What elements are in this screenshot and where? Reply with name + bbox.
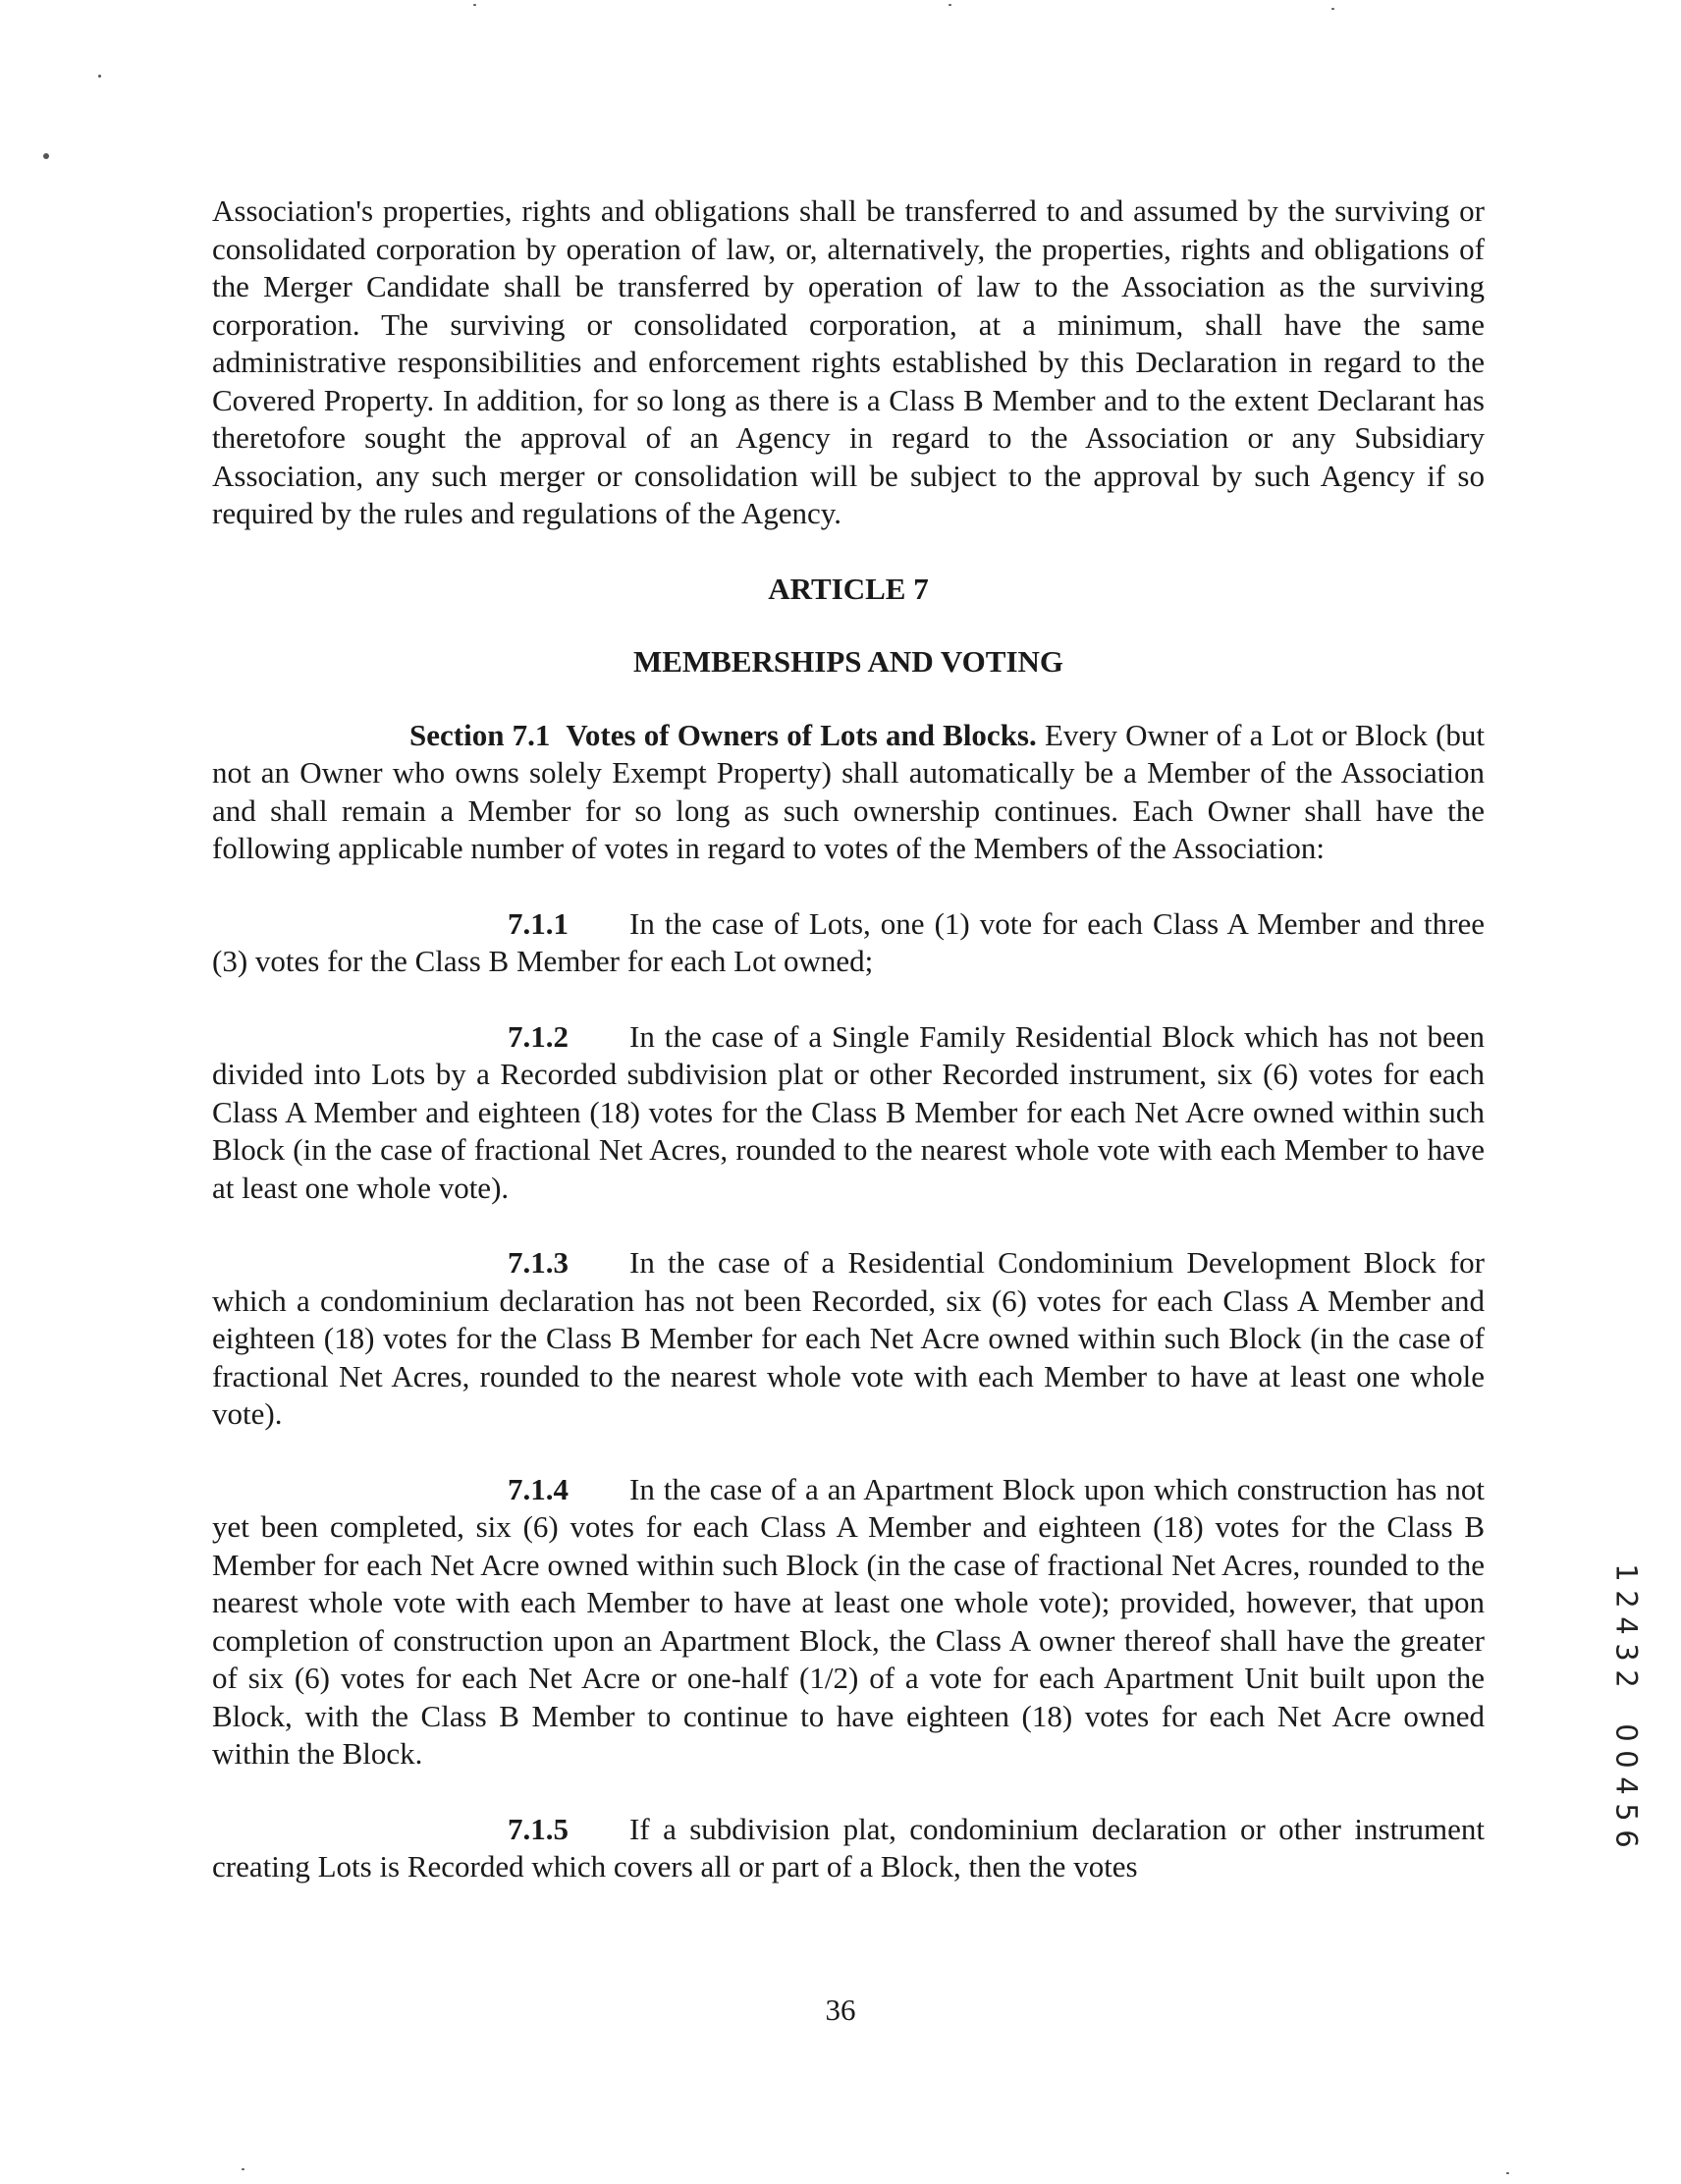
scan-speck bbox=[43, 153, 49, 159]
subsection-text: In the case of a Residential Condominium Development Block for which a condominium declaration has not been Recorded, six (6) votes for each Class A Member and eighteen (18) votes for the Class B Member for each Net Acre owned within such Block (in the case of fractional Net Acres, rounded to the nearest whole vote with each Member to have at least one whole vote). bbox=[212, 1245, 1485, 1431]
opening-paragraph: Association's properties, rights and obligations shall be transferred to and assumed by the surviving or consolidated corporation by operation of law, or, alternatively, the properties, rights and obligations of the Merger Candidate shall be transferred by operation of law to the Association as the surviving corporation. The surviving or consolidated corporation, at a minimum, shall have the same administrative responsibilities and enforcement rights established by this Declaration in regard to the Covered Property. In addition, for so long as there is a Class B Member and to the extent Declarant has theretofore sought the approval of an Agency in regard to the Association or any Subsidiary Association, any such merger or consolidation will be subject to the approval by such Agency if so required by the rules and regulations of the Agency. bbox=[212, 193, 1485, 530]
subsection-text: In the case of Lots, one (1) vote for each Class A Member and three (3) votes for the Class B Member for each Lot owned; bbox=[212, 905, 1485, 978]
subsection-number: 7.1.2 bbox=[508, 1018, 569, 1054]
stamp-digit: 0 bbox=[1609, 1750, 1644, 1769]
stamp-digit: 2 bbox=[1609, 1590, 1644, 1609]
scan-speck bbox=[98, 75, 101, 78]
subsection-7-1-4 bbox=[212, 1471, 1485, 1774]
stamp-digit: 4 bbox=[1609, 1776, 1644, 1795]
subsection-number: 7.1.1 bbox=[508, 905, 569, 941]
section-7-1-paragraph bbox=[212, 717, 1485, 868]
stamp-digit: 5 bbox=[1609, 1803, 1644, 1822]
recording-stamp bbox=[1606, 1559, 1646, 1852]
document-body bbox=[212, 192, 1485, 1886]
stamp-digit: 0 bbox=[1609, 1723, 1644, 1742]
subsection-7-1-5 bbox=[212, 1811, 1485, 1886]
scan-speck bbox=[1506, 2172, 1509, 2174]
subsection-number: 7.1.5 bbox=[508, 1811, 569, 1846]
stamp-digit: 3 bbox=[1609, 1643, 1644, 1662]
scan-speck bbox=[242, 2168, 244, 2170]
article-heading: ARTICLE 7 bbox=[768, 571, 929, 606]
subsection-text: In the case of a an Apartment Block upon which construction has not yet been completed, six (6) votes for each Class A Member and eighteen (18) votes for the Class B Member for each Net Acre owned within such Block (in the case of fractional Net Acres, rounded to the nearest whole vote with each Member to have at least one whole vote); provided, however, that upon completion of construction upon an Apartment Block, the Class A owner thereof shall have the greater of six (6) votes for each Net Acre or one-half (1/2) of a vote for each Apartment Unit built upon the Block, with the Class B Member to continue to have eighteen (18) votes for each Net Acre owned within the Block. bbox=[212, 1471, 1485, 1771]
scan-speck bbox=[473, 4, 476, 6]
section-title: Votes of Owners of Lots and Blocks. bbox=[566, 717, 1037, 752]
subsection-text: In the case of a Single Family Residential Block which has not been divided into Lots by a Recorded subdivision plat or other Recorded instrument, six (6) votes for each Class A Member and eighteen (18) votes for the Class B Member for each Net Acre owned within such Block (in the case of fractional Net Acres, rounded to the nearest whole vote with each Member to have at least one whole vote). bbox=[212, 1018, 1485, 1205]
subsection-text: If a subdivision plat, condominium declaration or other instrument creating Lots is Recorded which covers all or part of a Block, then the votes bbox=[212, 1811, 1485, 1884]
scan-speck bbox=[949, 4, 951, 6]
stamp-digit: 1 bbox=[1609, 1563, 1644, 1582]
subsection-7-1-2 bbox=[212, 1018, 1485, 1208]
page-number: 36 bbox=[825, 1993, 856, 2027]
subsection-number: 7.1.3 bbox=[508, 1245, 569, 1280]
subsection-7-1-3 bbox=[212, 1244, 1485, 1434]
section-text: Every Owner of a Lot or Block (but not an Owner who owns solely Exempt Property) shall automatically be a Member of the Association and shall remain a Member for so long as such ownership continues. Each Owner shall have the following applicable number of votes in regard to votes of the Members of the Association: bbox=[212, 717, 1486, 865]
stamp-digit: 6 bbox=[1609, 1829, 1644, 1848]
scan-speck bbox=[1331, 8, 1334, 10]
section-label: Section 7.1 bbox=[409, 717, 551, 752]
stamp-digit: 4 bbox=[1609, 1616, 1644, 1635]
subsection-number: 7.1.4 bbox=[508, 1471, 569, 1506]
subsection-7-1-1 bbox=[212, 905, 1485, 981]
article-title: MEMBERSHIPS AND VOTING bbox=[632, 644, 1064, 679]
stamp-digit: 2 bbox=[1609, 1669, 1644, 1688]
